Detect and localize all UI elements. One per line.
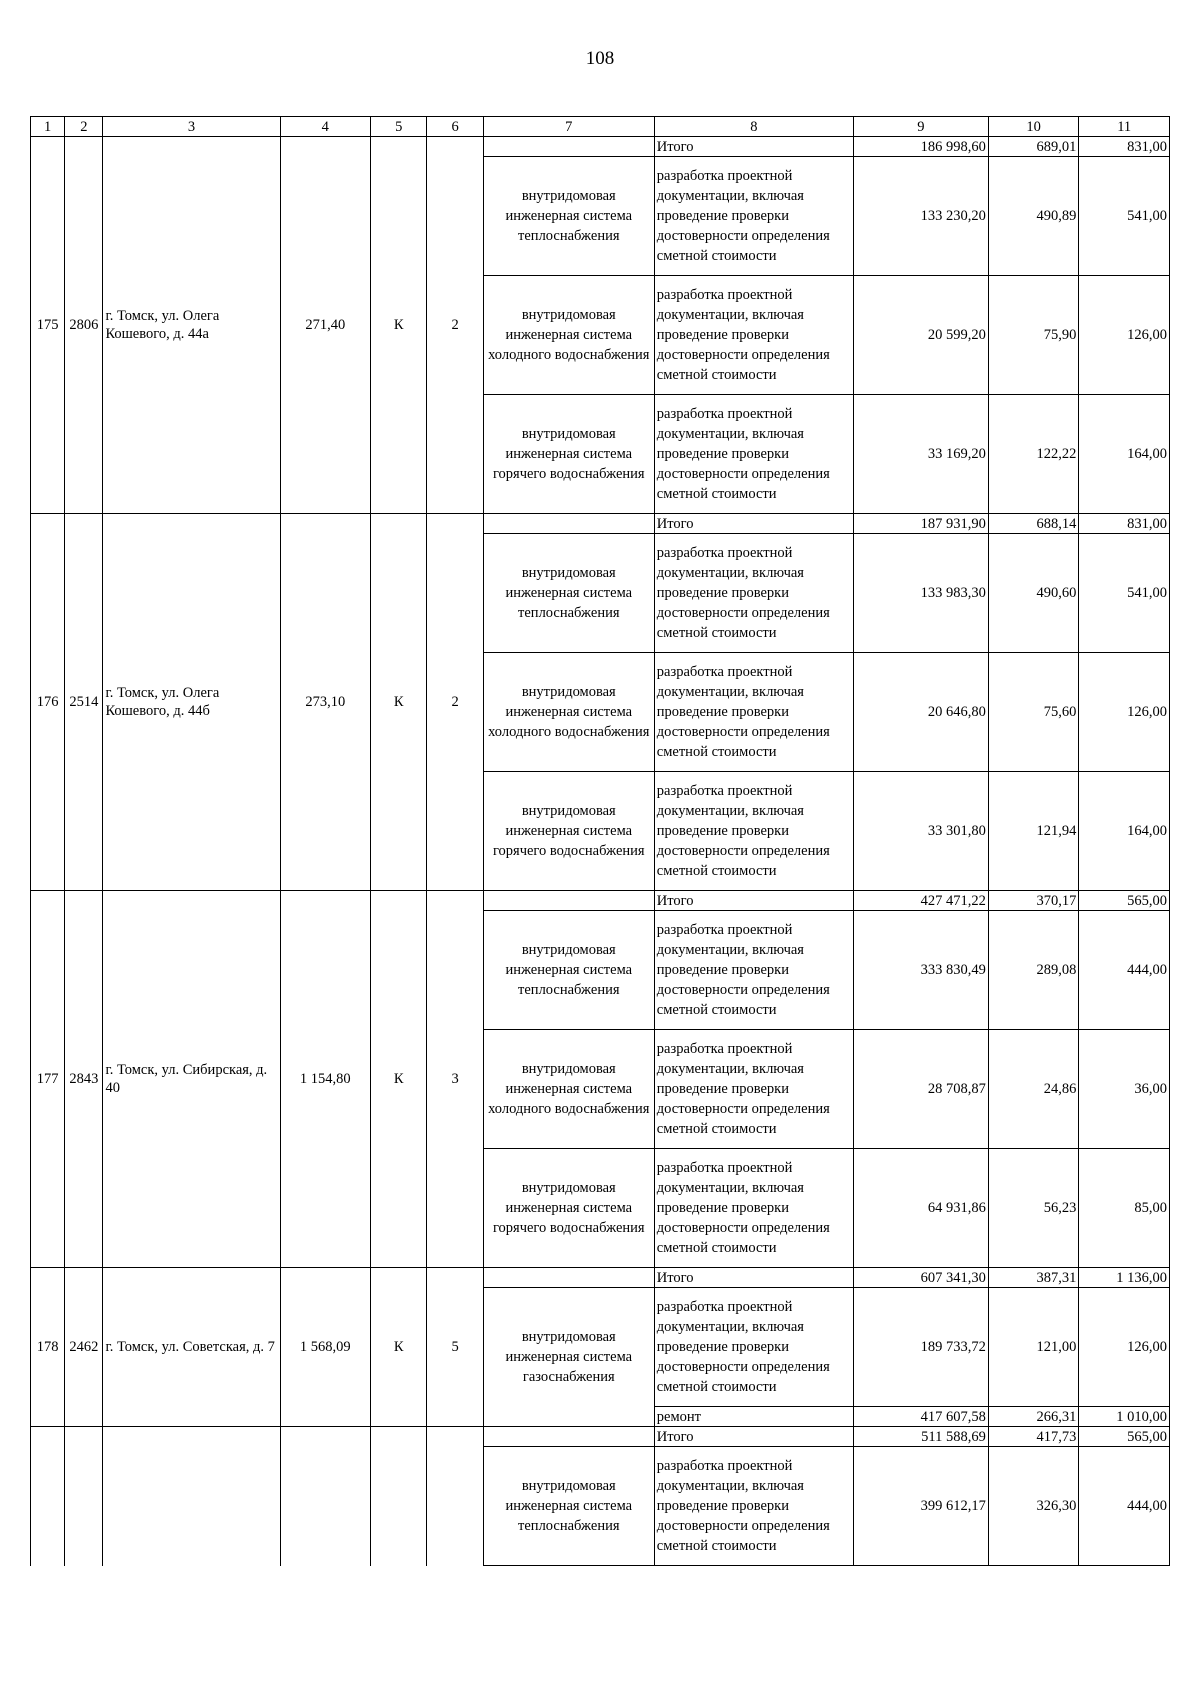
system-cell: внутридомовая инженерная система теплоснабжения — [483, 911, 654, 1030]
value-cell: 20 599,20 — [854, 276, 989, 395]
work-label: разработка проектной документации, включая проведение проверки достоверности определения сметной стоимости — [654, 395, 853, 514]
itogo-label: Итого — [654, 891, 853, 911]
work-label: разработка проектной документации, включая проведение проверки достоверности определения сметной стоимости — [654, 534, 853, 653]
value-cell: 607 341,30 — [854, 1268, 989, 1288]
itogo-label: Итого — [654, 1268, 853, 1288]
value-cell: 133 983,30 — [854, 534, 989, 653]
value-cell: 121,00 — [988, 1288, 1079, 1407]
column-header: 8 — [654, 117, 853, 137]
column-header: 6 — [427, 117, 483, 137]
continued-cell — [280, 1427, 371, 1566]
value-cell: 24,86 — [988, 1030, 1079, 1149]
continued-cell — [65, 1427, 103, 1566]
value-cell: 33 301,80 — [854, 772, 989, 891]
system-cell-empty — [483, 1427, 654, 1447]
value-cell: 399 612,17 — [854, 1447, 989, 1566]
column-header: 3 — [103, 117, 280, 137]
column-header-row — [31, 117, 1170, 137]
work-label: разработка проектной документации, включая проведение проверки достоверности определения сметной стоимости — [654, 653, 853, 772]
value-cell: 444,00 — [1079, 911, 1170, 1030]
count-cell: 3 — [427, 891, 483, 1268]
value-cell: 417,73 — [988, 1427, 1079, 1447]
value-cell: 126,00 — [1079, 653, 1170, 772]
value-cell: 490,60 — [988, 534, 1079, 653]
column-header: 10 — [988, 117, 1079, 137]
value-cell: 688,14 — [988, 514, 1079, 534]
work-label: разработка проектной документации, включая проведение проверки достоверности определения сметной стоимости — [654, 1149, 853, 1268]
register-table — [30, 116, 1170, 1566]
value-cell: 64 931,86 — [854, 1149, 989, 1268]
type-cell: К — [371, 891, 427, 1268]
itogo-row — [31, 1427, 1170, 1447]
itogo-label: Итого — [654, 137, 853, 157]
area-cell: 273,10 — [280, 514, 371, 891]
value-cell: 266,31 — [988, 1407, 1079, 1427]
column-header: 2 — [65, 117, 103, 137]
system-cell: внутридомовая инженерная система теплоснабжения — [483, 1447, 654, 1566]
work-label: разработка проектной документации, включая проведение проверки достоверности определения сметной стоимости — [654, 772, 853, 891]
value-cell: 75,90 — [988, 276, 1079, 395]
value-cell: 33 169,20 — [854, 395, 989, 514]
value-cell: 689,01 — [988, 137, 1079, 157]
count-cell: 5 — [427, 1268, 483, 1427]
value-cell: 541,00 — [1079, 157, 1170, 276]
value-cell: 20 646,80 — [854, 653, 989, 772]
column-header: 1 — [31, 117, 65, 137]
value-cell: 289,08 — [988, 911, 1079, 1030]
area-cell: 1 568,09 — [280, 1268, 371, 1427]
work-label: разработка проектной документации, включая проведение проверки достоверности определения сметной стоимости — [654, 911, 853, 1030]
system-cell: внутридомовая инженерная система холодного водоснабжения — [483, 276, 654, 395]
value-cell: 36,00 — [1079, 1030, 1170, 1149]
work-label: разработка проектной документации, включая проведение проверки достоверности определения сметной стоимости — [654, 1447, 853, 1566]
itogo-row — [31, 1268, 1170, 1288]
system-cell: внутридомовая инженерная система теплоснабжения — [483, 157, 654, 276]
value-cell: 187 931,90 — [854, 514, 989, 534]
count-cell: 2 — [427, 514, 483, 891]
type-cell: К — [371, 137, 427, 514]
continued-cell — [31, 1427, 65, 1566]
system-cell: внутридомовая инженерная система горячего водоснабжения — [483, 772, 654, 891]
value-cell: 565,00 — [1079, 891, 1170, 911]
row-index: 175 — [31, 137, 65, 514]
column-header: 5 — [371, 117, 427, 137]
value-cell: 85,00 — [1079, 1149, 1170, 1268]
value-cell: 1 010,00 — [1079, 1407, 1170, 1427]
row-index: 178 — [31, 1268, 65, 1427]
column-header: 9 — [854, 117, 989, 137]
object-code: 2462 — [65, 1268, 103, 1427]
system-cell: внутридомовая инженерная система холодного водоснабжения — [483, 1030, 654, 1149]
work-label: разработка проектной документации, включая проведение проверки достоверности определения сметной стоимости — [654, 1030, 853, 1149]
value-cell: 56,23 — [988, 1149, 1079, 1268]
value-cell: 370,17 — [988, 891, 1079, 911]
object-code: 2843 — [65, 891, 103, 1268]
register-body — [31, 117, 1170, 1566]
value-cell: 326,30 — [988, 1447, 1079, 1566]
work-label: разработка проектной документации, включая проведение проверки достоверности определения сметной стоимости — [654, 276, 853, 395]
itogo-label: Итого — [654, 1427, 853, 1447]
object-code: 2514 — [65, 514, 103, 891]
row-index: 176 — [31, 514, 65, 891]
system-cell-empty — [483, 891, 654, 911]
continued-cell — [427, 1427, 483, 1566]
itogo-row — [31, 514, 1170, 534]
work-label: разработка проектной документации, включая проведение проверки достоверности определения сметной стоимости — [654, 157, 853, 276]
remont-label: ремонт — [654, 1407, 853, 1427]
object-code: 2806 — [65, 137, 103, 514]
area-cell: 271,40 — [280, 137, 371, 514]
system-cell: внутридомовая инженерная система холодного водоснабжения — [483, 653, 654, 772]
value-cell: 28 708,87 — [854, 1030, 989, 1149]
value-cell: 511 588,69 — [854, 1427, 989, 1447]
value-cell: 133 230,20 — [854, 157, 989, 276]
value-cell: 333 830,49 — [854, 911, 989, 1030]
value-cell: 122,22 — [988, 395, 1079, 514]
value-cell: 126,00 — [1079, 276, 1170, 395]
type-cell: К — [371, 1268, 427, 1427]
system-cell: внутридомовая инженерная система горячего водоснабжения — [483, 395, 654, 514]
value-cell: 831,00 — [1079, 514, 1170, 534]
value-cell: 444,00 — [1079, 1447, 1170, 1566]
value-cell: 417 607,58 — [854, 1407, 989, 1427]
value-cell: 490,89 — [988, 157, 1079, 276]
system-cell: внутридомовая инженерная система теплоснабжения — [483, 534, 654, 653]
value-cell: 189 733,72 — [854, 1288, 989, 1407]
value-cell: 164,00 — [1079, 395, 1170, 514]
system-cell: внутридомовая инженерная система горячего водоснабжения — [483, 1149, 654, 1268]
address-cell: г. Томск, ул. Сибирская, д. 40 — [103, 891, 280, 1268]
system-cell: внутридомовая инженерная система газоснабжения — [483, 1288, 654, 1427]
value-cell: 186 998,60 — [854, 137, 989, 157]
address-cell: г. Томск, ул. Олега Кошевого, д. 44б — [103, 514, 280, 891]
value-cell: 565,00 — [1079, 1427, 1170, 1447]
value-cell: 831,00 — [1079, 137, 1170, 157]
address-cell: г. Томск, ул. Олега Кошевого, д. 44а — [103, 137, 280, 514]
itogo-row — [31, 137, 1170, 157]
value-cell: 387,31 — [988, 1268, 1079, 1288]
continued-cell — [103, 1427, 280, 1566]
value-cell: 126,00 — [1079, 1288, 1170, 1407]
area-cell: 1 154,80 — [280, 891, 371, 1268]
value-cell: 1 136,00 — [1079, 1268, 1170, 1288]
value-cell: 75,60 — [988, 653, 1079, 772]
row-index: 177 — [31, 891, 65, 1268]
itogo-row — [31, 891, 1170, 911]
column-header: 11 — [1079, 117, 1170, 137]
system-cell-empty — [483, 1268, 654, 1288]
system-cell-empty — [483, 514, 654, 534]
value-cell: 541,00 — [1079, 534, 1170, 653]
value-cell: 164,00 — [1079, 772, 1170, 891]
type-cell: К — [371, 514, 427, 891]
value-cell: 427 471,22 — [854, 891, 989, 911]
value-cell: 121,94 — [988, 772, 1079, 891]
page-number: 108 — [585, 48, 615, 69]
continued-cell — [371, 1427, 427, 1566]
column-header: 4 — [280, 117, 371, 137]
column-header: 7 — [483, 117, 654, 137]
system-cell-empty — [483, 137, 654, 157]
itogo-label: Итого — [654, 514, 853, 534]
count-cell: 2 — [427, 137, 483, 514]
work-label: разработка проектной документации, включая проведение проверки достоверности определения сметной стоимости — [654, 1288, 853, 1407]
address-cell: г. Томск, ул. Советская, д. 7 — [103, 1268, 280, 1427]
